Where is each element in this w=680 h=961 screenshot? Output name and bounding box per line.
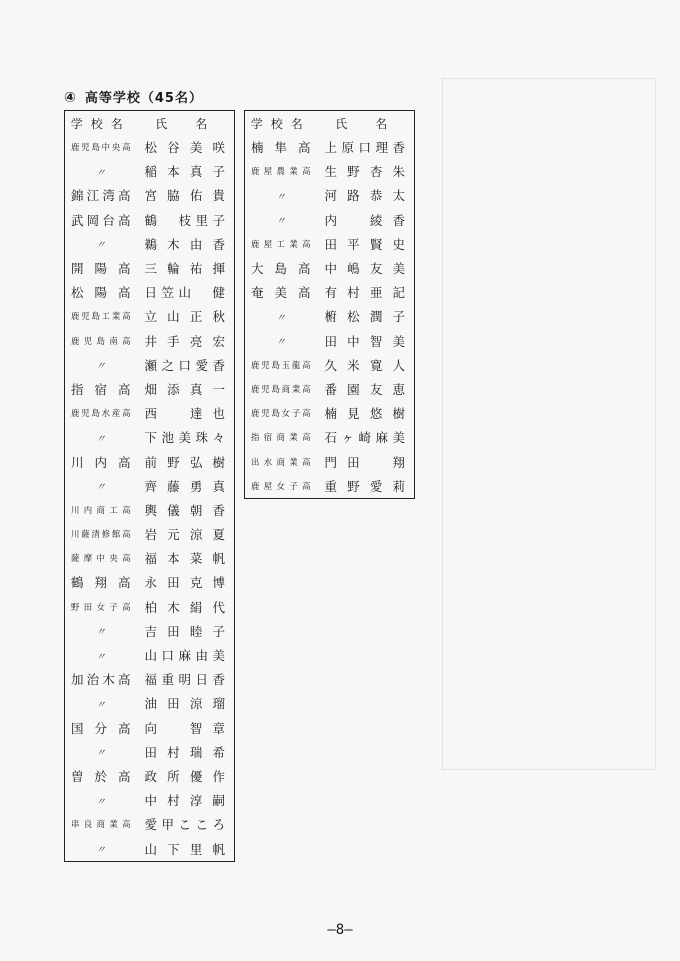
table-row [65, 232, 235, 256]
header-school: 学校名 [70, 116, 131, 131]
table-row [65, 812, 235, 836]
school-cell: 〃 [95, 748, 106, 760]
table-row [245, 329, 415, 353]
name-cell: 山口麻由美 [144, 648, 226, 664]
school-cell: 串良商業高 [71, 819, 131, 830]
name-cell: 稲本真子 [144, 164, 226, 180]
name-cell: 番園友恵 [324, 381, 406, 397]
name-cell: 畑添真一 [144, 381, 226, 397]
name-cell: 輿儀朝香 [144, 502, 226, 518]
table-row [65, 304, 235, 328]
table-row [65, 788, 235, 812]
table-row [65, 716, 235, 740]
name-cell: 中嶋友美 [324, 261, 406, 277]
table-row [65, 619, 235, 643]
name-cell: 柏木絹代 [144, 599, 226, 615]
name-cell: 井手亮宏 [144, 333, 226, 349]
name-cell: 永田克博 [144, 575, 226, 591]
school-cell: 〃 [95, 361, 106, 373]
name-cell: 有村亜記 [324, 285, 406, 301]
school-cell: 鹿児島玉龍高 [251, 359, 311, 370]
school-cell: 〃 [95, 699, 106, 711]
name-cell: 岩元涼夏 [144, 527, 226, 543]
roster-table-right [244, 110, 415, 499]
page-number: —8— [327, 922, 353, 938]
school-cell: 〃 [275, 337, 286, 349]
name-cell: 河路恭太 [324, 188, 406, 204]
table-row [245, 135, 415, 159]
table-row [245, 425, 415, 449]
school-cell: 〃 [275, 216, 286, 228]
name-cell: 内 綾香 [324, 212, 406, 228]
table-row [65, 474, 235, 498]
name-cell: 久米寛人 [324, 357, 406, 373]
table-header-row [65, 111, 235, 136]
table-row [65, 329, 235, 353]
table-row [65, 353, 235, 377]
roster-table-left [64, 110, 235, 862]
table-row [65, 135, 235, 159]
name-cell: 生野杏朱 [324, 164, 406, 180]
school-cell: 指宿高 [71, 381, 131, 397]
table-row [65, 691, 235, 715]
school-cell: 錦江湾高 [71, 188, 131, 204]
name-cell: 椨松潤子 [324, 309, 406, 325]
table-row [65, 570, 235, 594]
header-name: 氏 名 [335, 116, 396, 131]
school-cell: 〃 [95, 627, 106, 639]
school-cell: 薩摩中央高 [71, 553, 131, 564]
school-cell: 〃 [95, 845, 106, 857]
table-row [65, 498, 235, 522]
name-cell: 齊藤勇真 [144, 478, 226, 494]
table-row [245, 474, 415, 499]
school-cell: 楠隼高 [251, 140, 311, 156]
name-cell: 上原口理香 [324, 140, 406, 156]
table-row [65, 643, 235, 667]
table-row [65, 667, 235, 691]
name-cell: 福本菜帆 [144, 551, 226, 567]
school-cell: 〃 [95, 240, 106, 252]
name-cell: 松谷美咲 [144, 140, 226, 156]
table-row [65, 183, 235, 207]
name-cell: 吉田睦子 [144, 623, 226, 639]
table-row [245, 159, 415, 183]
name-cell: 楠見悠樹 [324, 406, 406, 422]
school-cell: 鹿屋女子高 [251, 480, 311, 491]
name-cell: 油田涼瑠 [144, 696, 226, 712]
table-row [65, 595, 235, 619]
school-cell: 鹿児島商業高 [251, 383, 311, 394]
name-cell: 石ヶ崎麻美 [324, 430, 406, 446]
name-cell: 愛甲こころ [144, 817, 226, 833]
name-cell: 田平賢史 [324, 236, 406, 252]
table-row [65, 522, 235, 546]
table-row [65, 280, 235, 304]
school-cell: 鶴翔高 [71, 575, 131, 591]
table-row [245, 449, 415, 473]
table-row [65, 159, 235, 183]
school-cell: 鹿児島中央高 [71, 142, 131, 153]
table-row [65, 256, 235, 280]
name-cell: 鵜木由香 [144, 236, 226, 252]
school-cell: 〃 [275, 191, 286, 203]
school-cell: 武岡台高 [71, 212, 131, 228]
table-row [245, 304, 415, 328]
table-row [245, 183, 415, 207]
school-cell: 川内高 [71, 454, 131, 470]
table-row [245, 401, 415, 425]
name-cell: 前野弘樹 [144, 454, 226, 470]
name-cell: 日笠山 健 [144, 285, 226, 301]
school-cell: 鹿児島南高 [71, 335, 131, 346]
name-cell: 福重明日香 [144, 672, 226, 688]
name-cell: 田村瑞希 [144, 744, 226, 760]
name-cell: 鶴 枝里子 [144, 212, 226, 228]
school-cell: 〃 [95, 433, 106, 445]
school-cell: 〃 [95, 167, 106, 179]
school-cell: 国分高 [71, 720, 131, 736]
name-cell: 重野愛莉 [324, 478, 406, 494]
name-cell: 山下里帆 [144, 841, 226, 857]
table-row [245, 280, 415, 304]
school-cell: 川内商工高 [71, 504, 131, 515]
table-row [245, 353, 415, 377]
school-cell: 大島高 [251, 261, 311, 277]
school-cell: 〃 [275, 312, 286, 324]
school-cell: 鹿屋農業高 [251, 166, 311, 177]
table-header-row [245, 111, 415, 136]
table-row [245, 256, 415, 280]
section-heading [64, 88, 203, 108]
header-school: 学校名 [250, 116, 311, 131]
table-row [65, 425, 235, 449]
table-row [65, 401, 235, 425]
school-cell: 〃 [95, 482, 106, 494]
school-cell: 〃 [95, 651, 106, 663]
school-cell: 鹿児島女子高 [251, 408, 311, 419]
name-cell: 門田 翔 [324, 454, 406, 470]
table-row [65, 208, 235, 232]
faint-background-table [442, 78, 656, 770]
school-cell: 指宿商業高 [251, 432, 311, 443]
name-cell: 政所優作 [144, 768, 226, 784]
table-row [65, 836, 235, 861]
name-cell: 西 達也 [144, 406, 226, 422]
school-cell: 鹿児島水産高 [71, 408, 131, 419]
school-cell: 〃 [95, 796, 106, 808]
school-cell: 鹿児島工業高 [71, 311, 131, 322]
name-cell: 向 智章 [144, 720, 226, 736]
table-row [65, 740, 235, 764]
name-cell: 三輪祐揮 [144, 261, 226, 277]
school-cell: 奄美高 [251, 285, 311, 301]
name-cell: 中村淳嗣 [144, 793, 226, 809]
header-name: 氏 名 [155, 116, 216, 131]
section-title: 高等学校（45名） [84, 91, 203, 106]
table-row [245, 208, 415, 232]
name-cell: 下池美珠々 [144, 430, 226, 446]
school-cell: 野田女子高 [71, 601, 131, 612]
name-cell: 宮脇佑貴 [144, 188, 226, 204]
name-cell: 瀬之口愛香 [144, 357, 226, 373]
school-cell: 川薩清修館高 [71, 529, 131, 540]
table-row [65, 546, 235, 570]
name-cell: 田中智美 [324, 333, 406, 349]
school-cell: 出水商業高 [251, 456, 311, 467]
table-row [65, 377, 235, 401]
table-row [65, 449, 235, 473]
school-cell: 曽於高 [71, 768, 131, 784]
school-cell: 開陽高 [71, 261, 131, 277]
school-cell: 鹿屋工業高 [251, 238, 311, 249]
table-row [245, 232, 415, 256]
school-cell: 加治木高 [71, 672, 131, 688]
section-number: ④ [64, 90, 77, 106]
school-cell: 松陽高 [71, 285, 131, 301]
table-row [65, 764, 235, 788]
table-row [245, 377, 415, 401]
name-cell: 立山正秋 [144, 309, 226, 325]
